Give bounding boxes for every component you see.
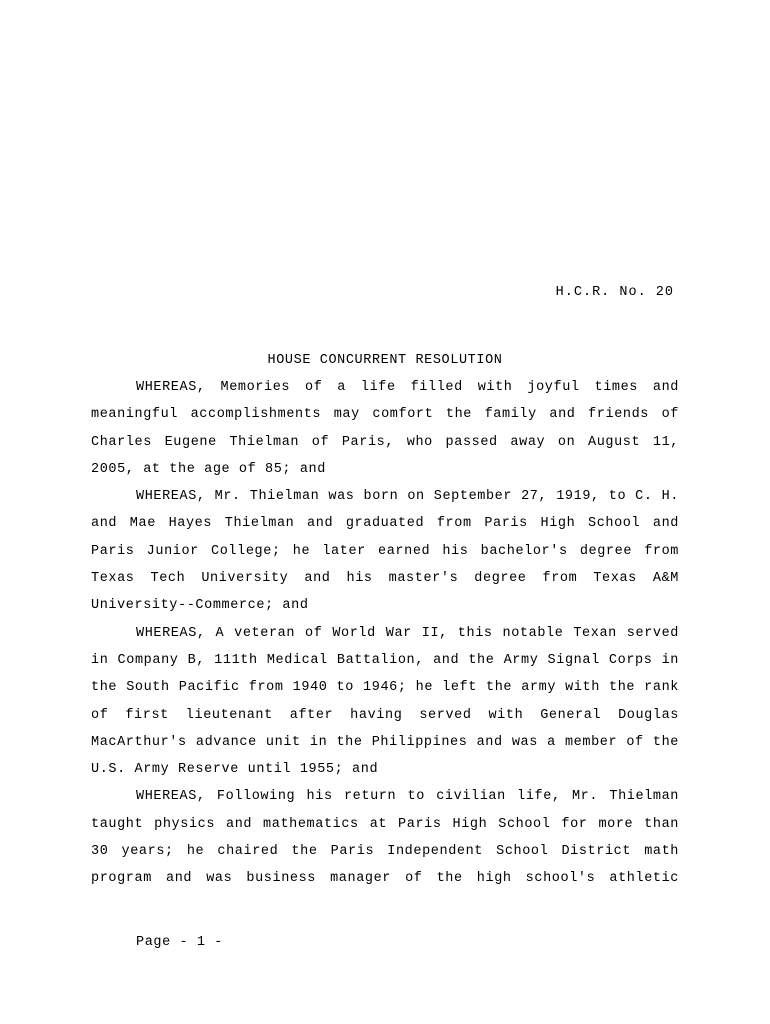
whereas-paragraph: WHEREAS, A veteran of World War II, this notable Texan served in Company B, 111th Medical Battalion, and the Army Signal Corps in the South Pacific from 1940 to 1946; he left the army with the rank of first lieutenant after having served with General Douglas MacArthur's advance unit in the Philippines and was a member of the U.S. Army Reserve until 1955; and bbox=[91, 625, 679, 778]
bill-number: H.C.R. No. 20 bbox=[555, 285, 674, 300]
whereas-paragraph: WHEREAS, Following his return to civilian life, Mr. Thielman taught physics and mathematics at Paris High School for more than 30 years; he chaired the Paris Independent School District math program and was business manager of the high school's athletic bbox=[91, 789, 679, 887]
page-number: Page - 1 - bbox=[136, 935, 224, 950]
document-title: HOUSE CONCURRENT RESOLUTION bbox=[267, 353, 503, 368]
whereas-paragraph: WHEREAS, Memories of a life filled with joyful times and meaningful accomplishments may comfort the family and friends of Charles Eugene Thielman of Paris, who passed away on August 11, 2005, at the age of 85; and bbox=[91, 380, 679, 477]
whereas-paragraph: WHEREAS, Mr. Thielman was born on September 27, 1919, to C. H. and Mae Hayes Thielman and graduated from Paris High School and Paris Junior College; he later earned his bachelor's degree from Texas Tech University and his master's degree from Texas A&M University--Commerce; and bbox=[91, 489, 679, 614]
resolution-body bbox=[91, 374, 679, 893]
